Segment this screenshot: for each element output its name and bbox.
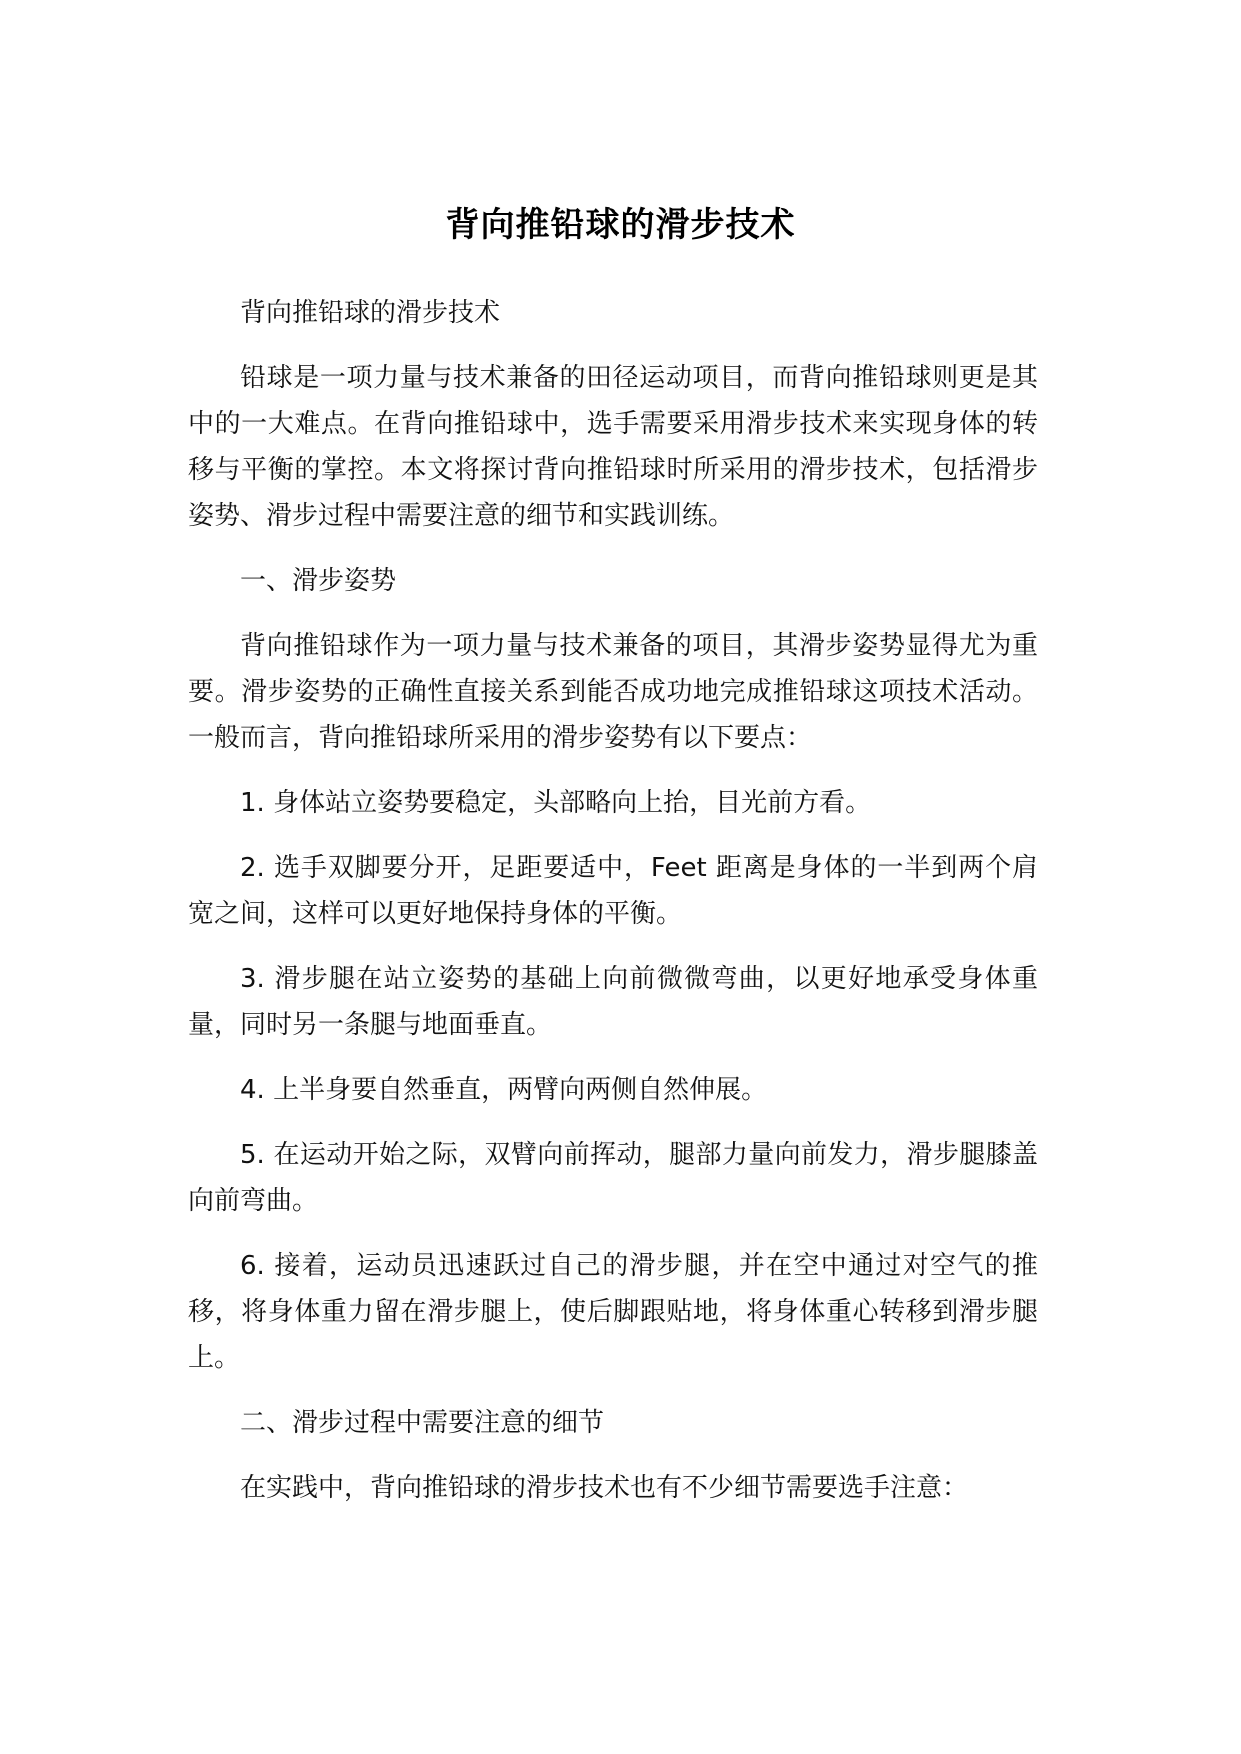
list-item-4: 4. 上半身要自然垂直，两臂向两侧自然伸展。 (240, 1075, 768, 1105)
list-item-3: 3. 滑步腿在站立姿势的基础上向前微微弯曲，以更好地承受身体重量，同时另一条腿与地面垂直。 (188, 964, 1038, 1040)
list-item-5: 5. 在运动开始之际，双臂向前挥动，腿部力量向前发力，滑步腿膝盖向前弯曲。 (188, 1140, 1038, 1216)
list-item-2: 2. 选手双脚要分开，足距要适中，Feet 距离是身体的一半到两个肩宽之间，这样可以更好地保持身体的平衡。 (188, 853, 1038, 929)
list-item-6: 6. 接着，运动员迅速跃过自己的滑步腿，并在空中通过对空气的推移，将身体重力留在滑步腿上，使后脚跟贴地，将身体重心转移到滑步腿上。 (188, 1251, 1038, 1373)
document-body (188, 290, 1038, 1530)
section-heading-posture: 一、滑步姿势 (240, 566, 397, 596)
document-title: 背向推铅球的滑步技术 (445, 204, 796, 245)
posture-paragraph: 背向推铅球作为一项力量与技术兼备的项目，其滑步姿势显得尤为重要。滑步姿势的正确性直接关系到能否成功地完成推铅球这项技术活动。一般而言，背向推铅球所采用的滑步姿势有以下要点： (188, 631, 1038, 753)
intro-paragraph: 铅球是一项力量与技术兼备的田径运动项目，而背向推铅球则更是其中的一大难点。在背向推铅球中，选手需要采用滑步技术来实现身体的转移与平衡的掌控。本文将探讨背向推铅球时所采用的滑步技术，包括滑步姿势、滑步过程中需要注意的细节和实践训练。 (188, 363, 1038, 531)
list-item-1: 1. 身体站立姿势要稳定，头部略向上抬，目光前方看。 (240, 788, 872, 818)
details-paragraph: 在实践中，背向推铅球的滑步技术也有不少细节需要选手注意： (240, 1473, 969, 1503)
subtitle-paragraph: 背向推铅球的滑步技术 (240, 298, 501, 328)
section-heading-details: 二、滑步过程中需要注意的细节 (240, 1408, 605, 1438)
